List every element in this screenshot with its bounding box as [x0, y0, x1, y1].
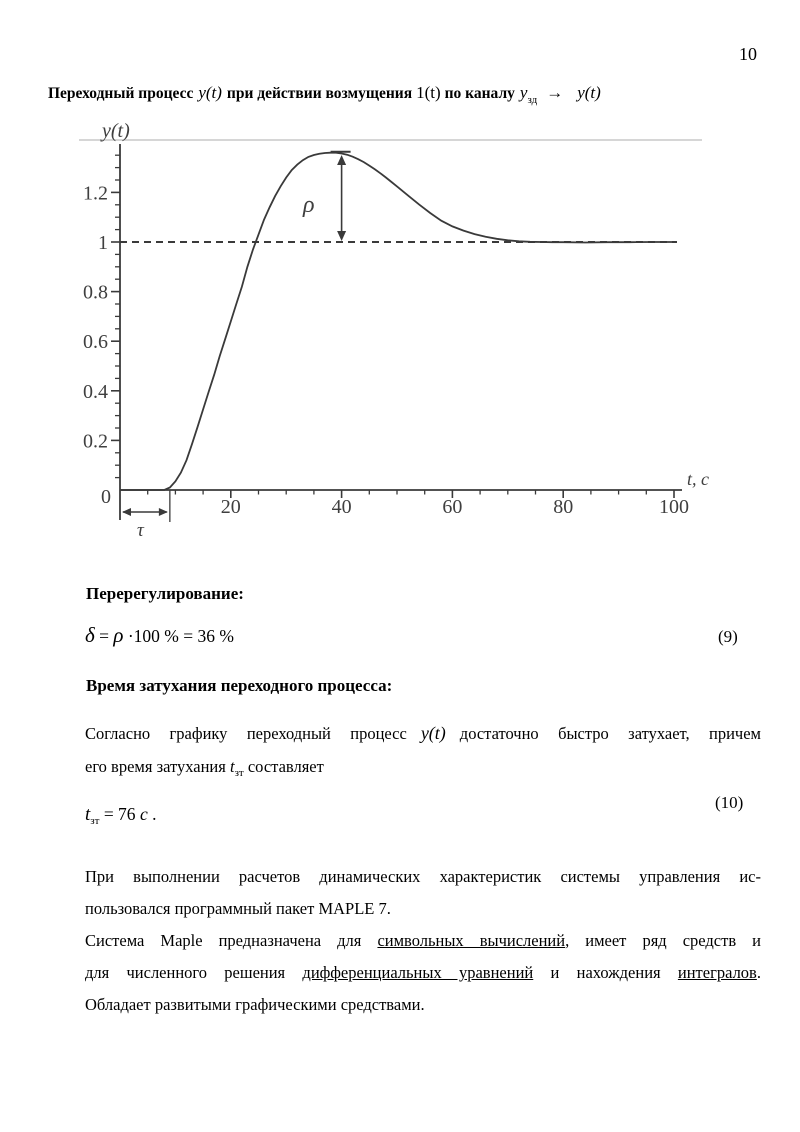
caption-text-3: по каналу — [444, 85, 515, 102]
y-tick-label: 0.8 — [83, 281, 108, 304]
tau-arrowhead-left — [122, 508, 131, 516]
caption-math-yt-1: y(t) — [198, 83, 222, 102]
caption-math-ysp: y — [519, 83, 528, 102]
para2-l3-post: , имеет ряд средств и — [565, 931, 761, 950]
para2-l4-pre: для численного решения — [85, 963, 303, 982]
y-tick-label: 1 — [98, 232, 108, 254]
para2-l3-pre: Система Maple предназначена для — [85, 931, 378, 950]
response-curve — [120, 153, 674, 490]
para1-post: достаточно быстро затухает, причем — [459, 724, 761, 743]
delta-symbol: δ — [85, 623, 95, 647]
formula9-rest: ·100 % = 36 % — [123, 626, 234, 646]
maple-paragraph-line-3 — [85, 925, 761, 957]
arrow-glyph: → — [546, 83, 564, 102]
rho-arrowhead-down — [337, 231, 346, 241]
y-tick-label: 0.6 — [83, 331, 108, 354]
x-tick-label: 100 — [659, 496, 689, 518]
chart-canvas — [75, 122, 725, 542]
para2-l4-mid: и нахождения — [533, 963, 678, 982]
y-tick-label: 0.2 — [83, 430, 108, 453]
maple-paragraph-line-2: пользовался программный пакет MAPLE 7. — [85, 899, 391, 918]
settle-time-formula — [85, 804, 156, 827]
x-tick-label: 20 — [220, 496, 241, 518]
x-tick-label: 40 — [331, 496, 352, 518]
para2-l4-post: . — [756, 963, 761, 982]
x-tick-label: 60 — [442, 496, 463, 518]
transient-response-chart — [75, 122, 725, 542]
y-axis-title: y(t) — [102, 122, 130, 142]
decay-paragraph — [85, 717, 761, 790]
y-tick-label: 1.2 — [83, 182, 108, 205]
caption-text-1: Переходный процесс — [48, 85, 194, 102]
formula10-dot: . — [147, 804, 157, 824]
overshoot-heading: Перерегулирование: — [86, 584, 244, 603]
rho-symbol: ρ — [113, 623, 124, 647]
decay-time-heading: Время затухания переходного процесса: — [86, 676, 393, 695]
y-tick-label: 0.4 — [83, 380, 108, 403]
para1-line2-pre: его время затухания — [85, 757, 230, 776]
integrals-underlined: интегралов — [677, 963, 757, 982]
overshoot-formula — [85, 623, 234, 648]
t-symbol: t — [85, 804, 91, 825]
figure-caption — [48, 83, 688, 106]
decay-paragraph-line-1 — [85, 717, 761, 750]
rho-arrowhead-up — [337, 155, 346, 165]
caption-math-1t: 1(t) — [416, 83, 441, 102]
caption-text-2: при действии возмущения — [226, 85, 413, 102]
seconds-symbol: с — [139, 804, 148, 824]
t-subscript: зт — [234, 767, 244, 779]
caption-math-yt-2: y(t) — [577, 83, 601, 102]
t-symbol: t — [229, 757, 235, 776]
rho-label: ρ — [303, 192, 315, 218]
maple-paragraph — [85, 861, 761, 1021]
maple-paragraph-line-5: Обладает развитыми графическими средствами. — [85, 995, 425, 1014]
caption-math-ysp-sub: зд — [527, 94, 538, 106]
formula10-value: = 76 — [99, 804, 140, 824]
tau-label: τ — [137, 520, 144, 541]
page-number: 10 — [739, 44, 757, 64]
equation-tag-9: (9) — [718, 627, 738, 646]
decay-paragraph-line-2 — [85, 750, 761, 790]
tau-arrowhead-right — [159, 508, 168, 516]
origin-label: 0 — [101, 486, 111, 508]
x-tick-label: 80 — [553, 496, 574, 518]
formula9-eq: = — [94, 626, 114, 646]
x-axis-title: t, c — [687, 469, 709, 489]
equation-tag-10: (10) — [715, 793, 744, 812]
maple-paragraph-line-4 — [85, 957, 761, 989]
t-subscript: зт — [90, 815, 100, 827]
symbolic-computation-underlined: символьных вычислений — [377, 931, 566, 950]
para1-pre: Согласно графику переходный процесс — [85, 724, 407, 743]
para1-math-yt: y(t) — [420, 723, 446, 743]
differential-equations-underlined: дифференциальных уравнений — [302, 963, 534, 982]
maple-paragraph-line-1: При выполнении расчетов динамических характеристик системы управления ис- — [85, 867, 761, 886]
para1-line2-post: составляет — [243, 757, 324, 776]
